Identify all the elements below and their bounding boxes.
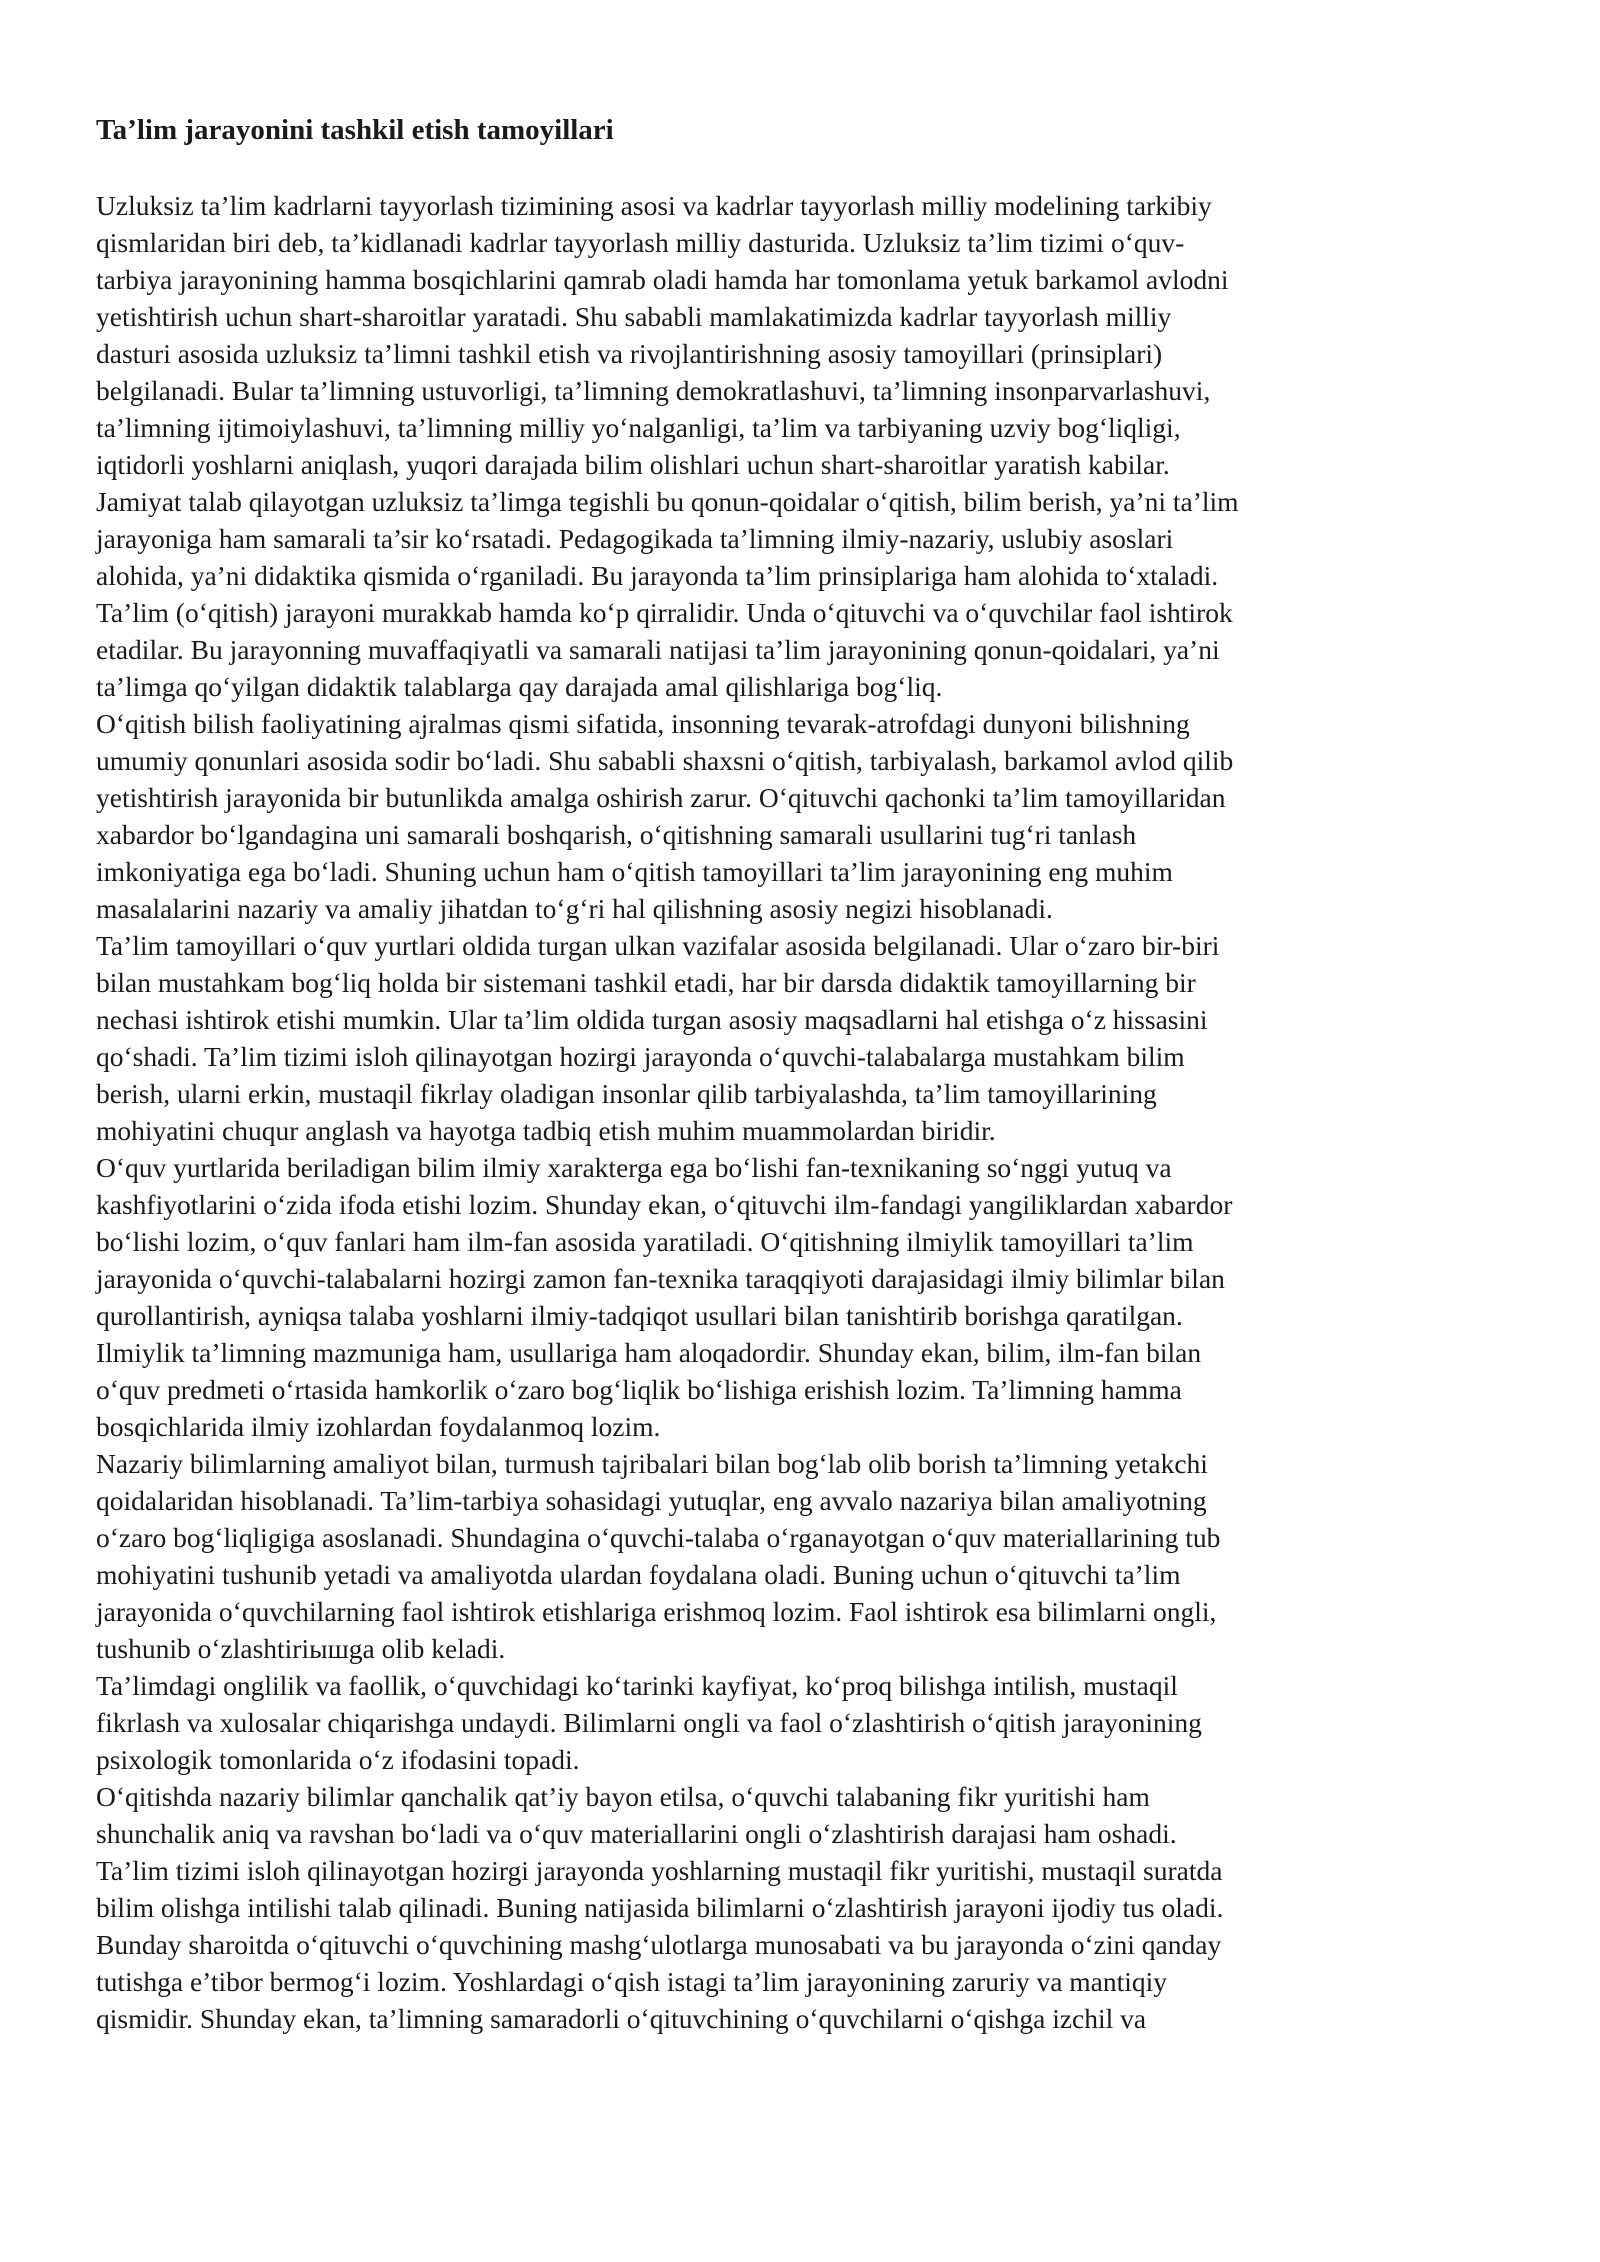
text-line: mohiyatini tushunib yetadi va amaliyotda ulardan foydalana oladi. Buning uchun o‘qituvchi ta’lim [96,1559,1181,1590]
text-line: Ilmiylik ta’limning mazmuniga ham, usullariga ham aloqadordir. Shunday ekan, bilim, ilm-fan bilan [96,1337,1202,1368]
text-line: ta’limga qo‘yilgan didaktik talablarga qay darajada amal qilishlariga bog‘liq. [96,671,943,702]
paragraph [96,705,1508,927]
text-line: xabardor bo‘lgandagina uni samarali boshqarish, o‘qitishning samarali usullarini tug‘ri tanlash [96,819,1137,850]
text-line: Bunday sharoitda o‘qituvchi o‘quvchining mashg‘ulotlarga munosabati va bu jarayonda o‘zini qanday [96,1929,1222,1960]
text-line: o‘quv predmeti o‘rtasida hamkorlik o‘zaro bog‘liqlik bo‘lishiga erishish lozim. Ta’limning hamma [96,1374,1182,1405]
text-line: O‘qitish bilish faoliyatining ajralmas qismi sifatida, insonning tevarak-atrofdagi dunyoni bilishning [96,708,1190,739]
text-line: mohiyatini chuqur anglash va hayotga tadbiq etish muhim muammolardan biridir. [96,1115,996,1146]
text-line: qismidir. Shunday ekan, ta’limning samaradorli o‘qituvchining o‘quvchilarni o‘qishga izchil va [96,2003,1147,2034]
text-line: o‘zaro bog‘liqligiga asoslanadi. Shundagina o‘quvchi-talaba o‘rganayotgan o‘quv materiallarining tub [96,1522,1221,1553]
text-line: jarayonida o‘quvchi-talabalarni hozirgi zamon fan-texnika taraqqiyoti darajasidagi ilmiy bilimlar bilan [96,1263,1225,1294]
paragraph [96,927,1508,1149]
text-line: yetishtirish uchun shart-sharoitlar yaratadi. Shu sababli mamlakatimizda kadrlar tayyorlash milliy [96,301,1172,332]
text-line: fikrlash va xulosalar chiqarishga undaydi. Bilimlarni ongli va faol o‘zlashtirish o‘qitish jarayonining [96,1707,1202,1738]
text-line: qismlaridan biri deb, ta’kidlanadi kadrlar tayyorlash milliy dasturida. Uzluksiz ta’lim tizimi o‘quv- [96,227,1185,258]
text-line: imkoniyatiga ega bo‘ladi. Shuning uchun ham o‘qitish tamoyillari ta’lim jarayonining eng muhim [96,856,1173,887]
text-line: etadilar. Bu jarayonning muvaffaqiyatli va samarali natijasi ta’lim jarayonining qonun-qoidalari, ya’ni [96,634,1220,665]
text-line: belgilanadi. Bular ta’limning ustuvorligi, ta’limning demokratlashuvi, ta’limning insonparvarlashuvi, [96,375,1211,406]
text-line: Nazariy bilimlarning amaliyot bilan, turmush tajribalari bilan bog‘lab olib borish ta’limning yetakchi [96,1448,1208,1479]
text-line: bilan mustahkam bog‘liq holda bir sistemani tashkil etadi, har bir darsda didaktik tamoyillarning bir [96,967,1196,998]
text-line: tarbiya jarayonining hamma bosqichlarini qamrab oladi hamda har tomonlama yetuk barkamol avlodni [96,264,1229,295]
text-line: umumiy qonunlari asosida sodir bo‘ladi. Shu sababli shaxsni o‘qitish, tarbiyalash, barkamol avlod qilib [96,745,1234,776]
text-line: Ta’lim tamoyillari o‘quv yurtlari oldida turgan ulkan vazifalar asosida belgilanadi. Ular o‘zaro bir-biri [96,930,1220,961]
text-line: ta’limning ijtimoiylashuvi, ta’limning milliy yo‘nalganligi, ta’lim va tarbiyaning uzviy bog‘liqligi, [96,412,1181,443]
text-line: bosqichlarida ilmiy izohlardan foydalanmoq lozim. [96,1411,661,1442]
paragraph [96,1667,1508,1778]
paragraph [96,1149,1508,1445]
text-line: iqtidorli yoshlarni aniqlash, yuqori darajada bilim olishlari uchun shart-sharoitlar yaratish kabilar. [96,449,1170,480]
text-line: jarayoniga ham samarali ta’sir ko‘rsatadi. Pedagogikada ta’limning ilmiy-nazariy, uslubiy asoslari [96,523,1174,554]
text-line: kashfiyotlarini o‘zida ifoda etishi lozim. Shunday ekan, o‘qituvchi ilm-fandagi yangiliklardan xabardor [96,1189,1233,1220]
text-line: jarayonida o‘quvchilarning faol ishtirok etishlariga erishmoq lozim. Faol ishtirok esa bilimlarni ongli, [96,1596,1217,1627]
text-line: Ta’lim (o‘qitish) jarayoni murakkab hamda ko‘p qirralidir. Unda o‘qituvchi va o‘quvchilar faol ishtirok [96,597,1233,628]
text-line: masalalarini nazariy va amaliy jihatdan to‘g‘ri hal qilishning asosiy negizi hisoblanadi. [96,893,1053,924]
text-line: Uzluksiz ta’lim kadrlarni tayyorlash tizimining asosi va kadrlar tayyorlash milliy modelining tarkibiy [96,190,1212,221]
text-line: alohida, ya’ni didaktika qismida o‘rganiladi. Bu jarayonda ta’lim prinsiplariga ham alohida to‘xtaladi. [96,560,1219,591]
text-line: berish, ularni erkin, mustaqil fikrlay oladigan insonlar qilib tarbiyalashda, ta’lim tamoyillarining [96,1078,1157,1109]
text-line: shunchalik aniq va ravshan bo‘ladi va o‘quv materiallarini ongli o‘zlashtirish darajasi ham oshadi. [96,1818,1177,1849]
paragraph [96,187,1508,705]
paragraphs-container [96,187,1508,2037]
text-line: tutishga e’tibor bermog‘i lozim. Yoshlardagi o‘qish istagi ta’lim jarayonining zaruriy va mantiqiy [96,1966,1168,1997]
text-line: qo‘shadi. Ta’lim tizimi isloh qilinayotgan hozirgi jarayonda o‘quvchi-talabalarga mustahkam bilim [96,1041,1185,1072]
text-line: psixologik tomonlarida o‘z ifodasini topadi. [96,1744,580,1775]
text-line: nechasi ishtirok etishi mumkin. Ular ta’lim oldida turgan asosiy maqsadlarni hal etishga o‘z hissasini [96,1004,1208,1035]
text-line: tushunib o‘zlashtiriышga olib keladi. [96,1633,506,1664]
text-line: dasturi asosida uzluksiz ta’limni tashkil etish va rivojlantirishning asosiy tamoyillari (prinsiplari) [96,338,1163,369]
paragraph [96,1445,1508,1667]
document-body [96,112,1508,2037]
text-line: qurollantirish, ayniqsa talaba yoshlarni ilmiy-tadqiqot usullari bilan tanishtirib borishga qaratilgan. [96,1300,1183,1331]
text-line: bo‘lishi lozim, o‘quv fanlari ham ilm-fan asosida yaratiladi. O‘qitishning ilmiylik tamoyillari ta’lim [96,1226,1194,1257]
text-line: Jamiyat talab qilayotgan uzluksiz ta’limga tegishli bu qonun-qoidalar o‘qitish, bilim berish, ya’ni ta’lim [96,486,1239,517]
text-line: O‘quv yurtlarida beriladigan bilim ilmiy xarakterga ega bo‘lishi fan-texnikaning so‘nggi yutuq va [96,1152,1172,1183]
document-title: Ta’lim jarayonini tashkil etish tamoyillari [96,114,614,146]
text-line: yetishtirish jarayonida bir butunlikda amalga oshirish zarur. O‘qituvchi qachonki ta’lim tamoyillaridan [96,782,1226,813]
text-line: qoidalaridan hisoblanadi. Ta’lim-tarbiya sohasidagi yutuqlar, eng avvalo nazariya bilan amaliyotning [96,1485,1207,1516]
text-line: Ta’lim tizimi isloh qilinayotgan hozirgi jarayonda yoshlarning mustaqil fikr yuritishi, mustaqil suratda [96,1855,1223,1886]
text-line: O‘qitishda nazariy bilimlar qanchalik qat’iy bayon etilsa, o‘quvchi talabaning fikr yuritishi ham [96,1781,1150,1812]
text-line: Ta’limdagi onglilik va faollik, o‘quvchidagi ko‘tarinki kayfiyat, ko‘proq bilishga intilish, mustaqil [96,1670,1178,1701]
text-line: bilim olishga intilishi talab qilinadi. Buning natijasida bilimlarni o‘zlashtirish jarayoni ijodiy tus oladi. [96,1892,1224,1923]
paragraph [96,1778,1508,2037]
